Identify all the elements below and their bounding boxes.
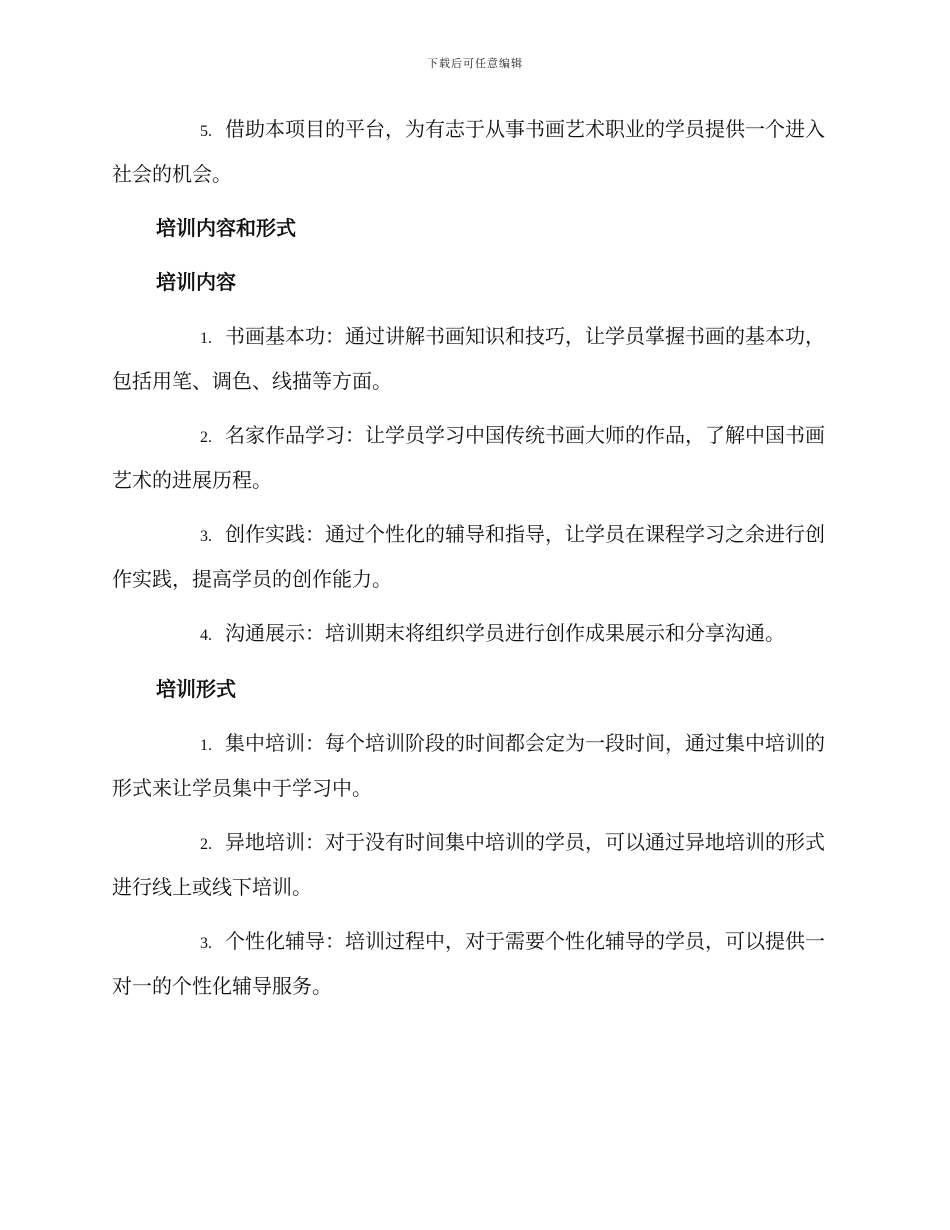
item-text: 个性化辅导：培训过程中，对于需要个性化辅导的学员，可以提供一对一的个性化辅导服务。 [112,929,825,998]
list-item [112,108,834,196]
item-number: 3. [200,528,212,545]
item-number: 1. [200,330,212,347]
item-number: 3. [200,935,212,952]
item-text: 创作实践：通过个性化的辅导和指导，让学员在课程学习之余进行创作实践，提高学员的创作能力。 [112,522,825,591]
list-item [112,920,834,1008]
document-body [112,108,834,1019]
list-item [112,722,834,810]
item-text: 异地培训：对于没有时间集中培训的学员，可以通过异地培训的形式进行线上或线下培训。 [112,830,825,899]
subsection-heading: 培训内容 [156,270,236,294]
item-text: 名家作品学习：让学员学习中国传统书画大师的作品，了解中国书画艺术的进展历程。 [112,423,825,492]
list-item [112,513,834,601]
item-number: 4. [200,627,212,644]
item-text: 集中培训：每个培训阶段的时间都会定为一段时间，通过集中培训的形式来让学员集中于学习中。 [112,731,825,800]
page-header: 下载后可任意编辑 [427,57,523,70]
section-heading: 培训内容和形式 [156,216,296,240]
item-number: 2. [200,836,212,853]
list-item [112,612,834,657]
list-item [112,414,834,502]
item-number: 2. [200,429,212,446]
subsection-heading: 培训形式 [156,677,236,701]
item-number: 1. [200,737,212,754]
item-text: 借助本项目的平台，为有志于从事书画艺术职业的学员提供一个进入社会的机会。 [112,117,825,186]
item-text: 沟通展示：培训期末将组织学员进行创作成果展示和分享沟通。 [225,621,785,645]
item-text: 书画基本功：通过讲解书画知识和技巧，让学员掌握书画的基本功，包括用笔、调色、线描等方面。 [112,324,825,393]
list-item [112,821,834,909]
list-item [112,315,834,403]
item-number: 5. [200,123,212,140]
